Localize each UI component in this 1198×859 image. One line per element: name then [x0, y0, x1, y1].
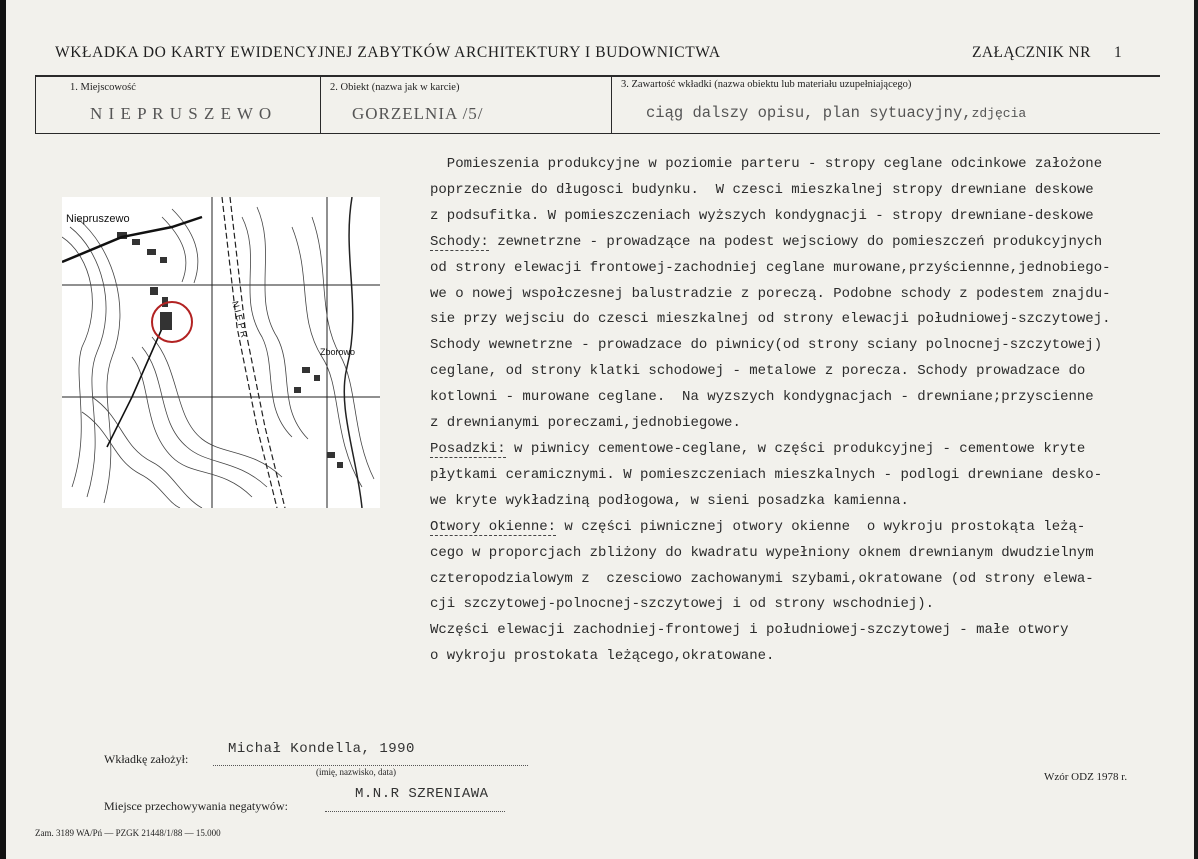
text-line: od strony elewacji frontowej-zachodniej ceglane murowane,przyściennne,jednobiego- [430, 259, 1111, 276]
storage-dotted-line [325, 811, 505, 812]
print-order-note: Zam. 3189 WA/Pń — PZGK 21448/1/88 — 15.000 [35, 828, 221, 838]
text-line: Posadzki: w piwnicy cementowe-ceglane, w części produkcyjnej - cementowe kryte [430, 440, 1086, 457]
text-line: cego w proporcjach zbliżony do kwadratu wypełniony oknem drewnianym dwudzielnym [430, 544, 1094, 561]
founded-hint: (imię, nazwisko, data) [316, 767, 396, 777]
header-rule-bottom [35, 133, 1160, 134]
field-divider-1 [320, 75, 321, 133]
section-heading-stairs: Schody: [430, 233, 489, 250]
text-line: czteropodzialowym z czesciowo zachowanymi szybami,okratowane (od strony elewa- [430, 570, 1094, 587]
text-line: z drewnianymi poreczami,jednobiegowe. [430, 415, 741, 432]
field-divider-2 [611, 75, 612, 133]
scan-edge-right [1194, 0, 1198, 859]
scan-edge-left [0, 0, 6, 859]
map-label-niepruszewo: Niepruszewo [66, 213, 130, 225]
text-line: Wczęści elewacji zachodniej-frontowej i południowej-szczytowej - małe otwory [430, 622, 1069, 639]
contents-value-main: ciąg dalszy opisu, plan sytuacyjny, [646, 104, 972, 122]
map-label-npr: N I E P R [230, 299, 250, 339]
storage-value: M.N.R SZRENIAWA [355, 786, 489, 802]
text-line: poprzecznie do długosci budynku. W czesci mieszkalnej stropy drewniane deskowe [430, 181, 1094, 198]
founded-dotted-line [213, 765, 528, 766]
text-line: we kryte wykładziną podłogowa, w sieni posadzka kamienna. [430, 492, 909, 509]
text-line: ceglane, od strony klatki schodowej - metalowe z porecza. Schody prowadzace do [430, 363, 1086, 380]
object-label: 2. Obiekt (nazwa jak w karcie) [330, 82, 460, 93]
text-line: płytkami ceramicznymi. W pomieszczeniach mieszkalnych - podlogi drewniane desko- [430, 466, 1103, 483]
text-line: Otwory okienne: w części piwnicznej otwory okienne o wykroju prostokąta leżą- [430, 518, 1086, 535]
text-line: Pomieszenia produkcyjne w poziomie parteru - stropy ceglane odcinkowe założone [430, 156, 1103, 172]
storage-label: Miejsce przechowywania negatywów: [104, 799, 288, 813]
locality-value: N I E P R U S Z E W O [90, 104, 273, 123]
text-line: z podsufitka. W pomieszczeniach wyższych kondygnacji - stropy drewniane-deskowe [430, 207, 1094, 224]
contents-value [646, 104, 1026, 122]
object-value: GORZELNIA /5/ [352, 104, 484, 123]
text-line: we o nowej wspołczesnej balustradzie z poreczą. Podobne schody z podestem znajdu- [430, 285, 1111, 302]
founded-label: Wkładkę założył: [104, 752, 189, 766]
locality-label: 1. Miejscowość [70, 82, 136, 93]
header-rule-top [35, 75, 1160, 77]
field-divider-left [35, 75, 36, 133]
text-line: o wykroju prostokata leżącego,okratowane. [430, 648, 775, 665]
section-heading-floors: Posadzki: [430, 440, 506, 457]
contents-value-photos: zdjęcia [971, 106, 1027, 121]
pattern-note: Wzór ODZ 1978 r. [1044, 771, 1128, 783]
form-title: WKŁADKA DO KARTY EWIDENCYJNEJ ZABYTKÓW ARCHITEKTURY I BUDOWNICTWA [55, 44, 721, 61]
founded-value: Michał Kondella, 1990 [228, 741, 415, 757]
map-label-zborowo: Zborowo [320, 347, 356, 357]
text-line: kotlowni - murowane ceglane. Na wyzszych kondygnacjach - drewniane;przyscienne [430, 389, 1094, 406]
description-text [430, 152, 1190, 670]
text-line: Schody: zewnetrzne - prowadzące na podest wejsciowy do pomieszczeń produkcyjnych [430, 233, 1103, 250]
site-plan-map [62, 197, 380, 508]
text-line: Schody wewnetrzne - prowadzace do piwnicy(od strony sciany polnocnej-szczytowej) [430, 337, 1103, 354]
section-heading-windows: Otwory okienne: [430, 518, 557, 535]
text-line: sie przy wejsciu do czesci mieszkalnej od strony elewacji południowej-szczytowej. [430, 311, 1111, 328]
text-line: cji szczytowej-polnocnej-szczytowej i od strony wschodniej). [430, 596, 935, 613]
contents-label: 3. Zawartość wkładki (nazwa obiektu lub materiału uzupełniającego) [621, 79, 912, 90]
annex-number: 1 [1114, 44, 1122, 61]
annex-label: ZAŁĄCZNIK NR [972, 44, 1091, 61]
topographic-map-svg [62, 197, 380, 508]
